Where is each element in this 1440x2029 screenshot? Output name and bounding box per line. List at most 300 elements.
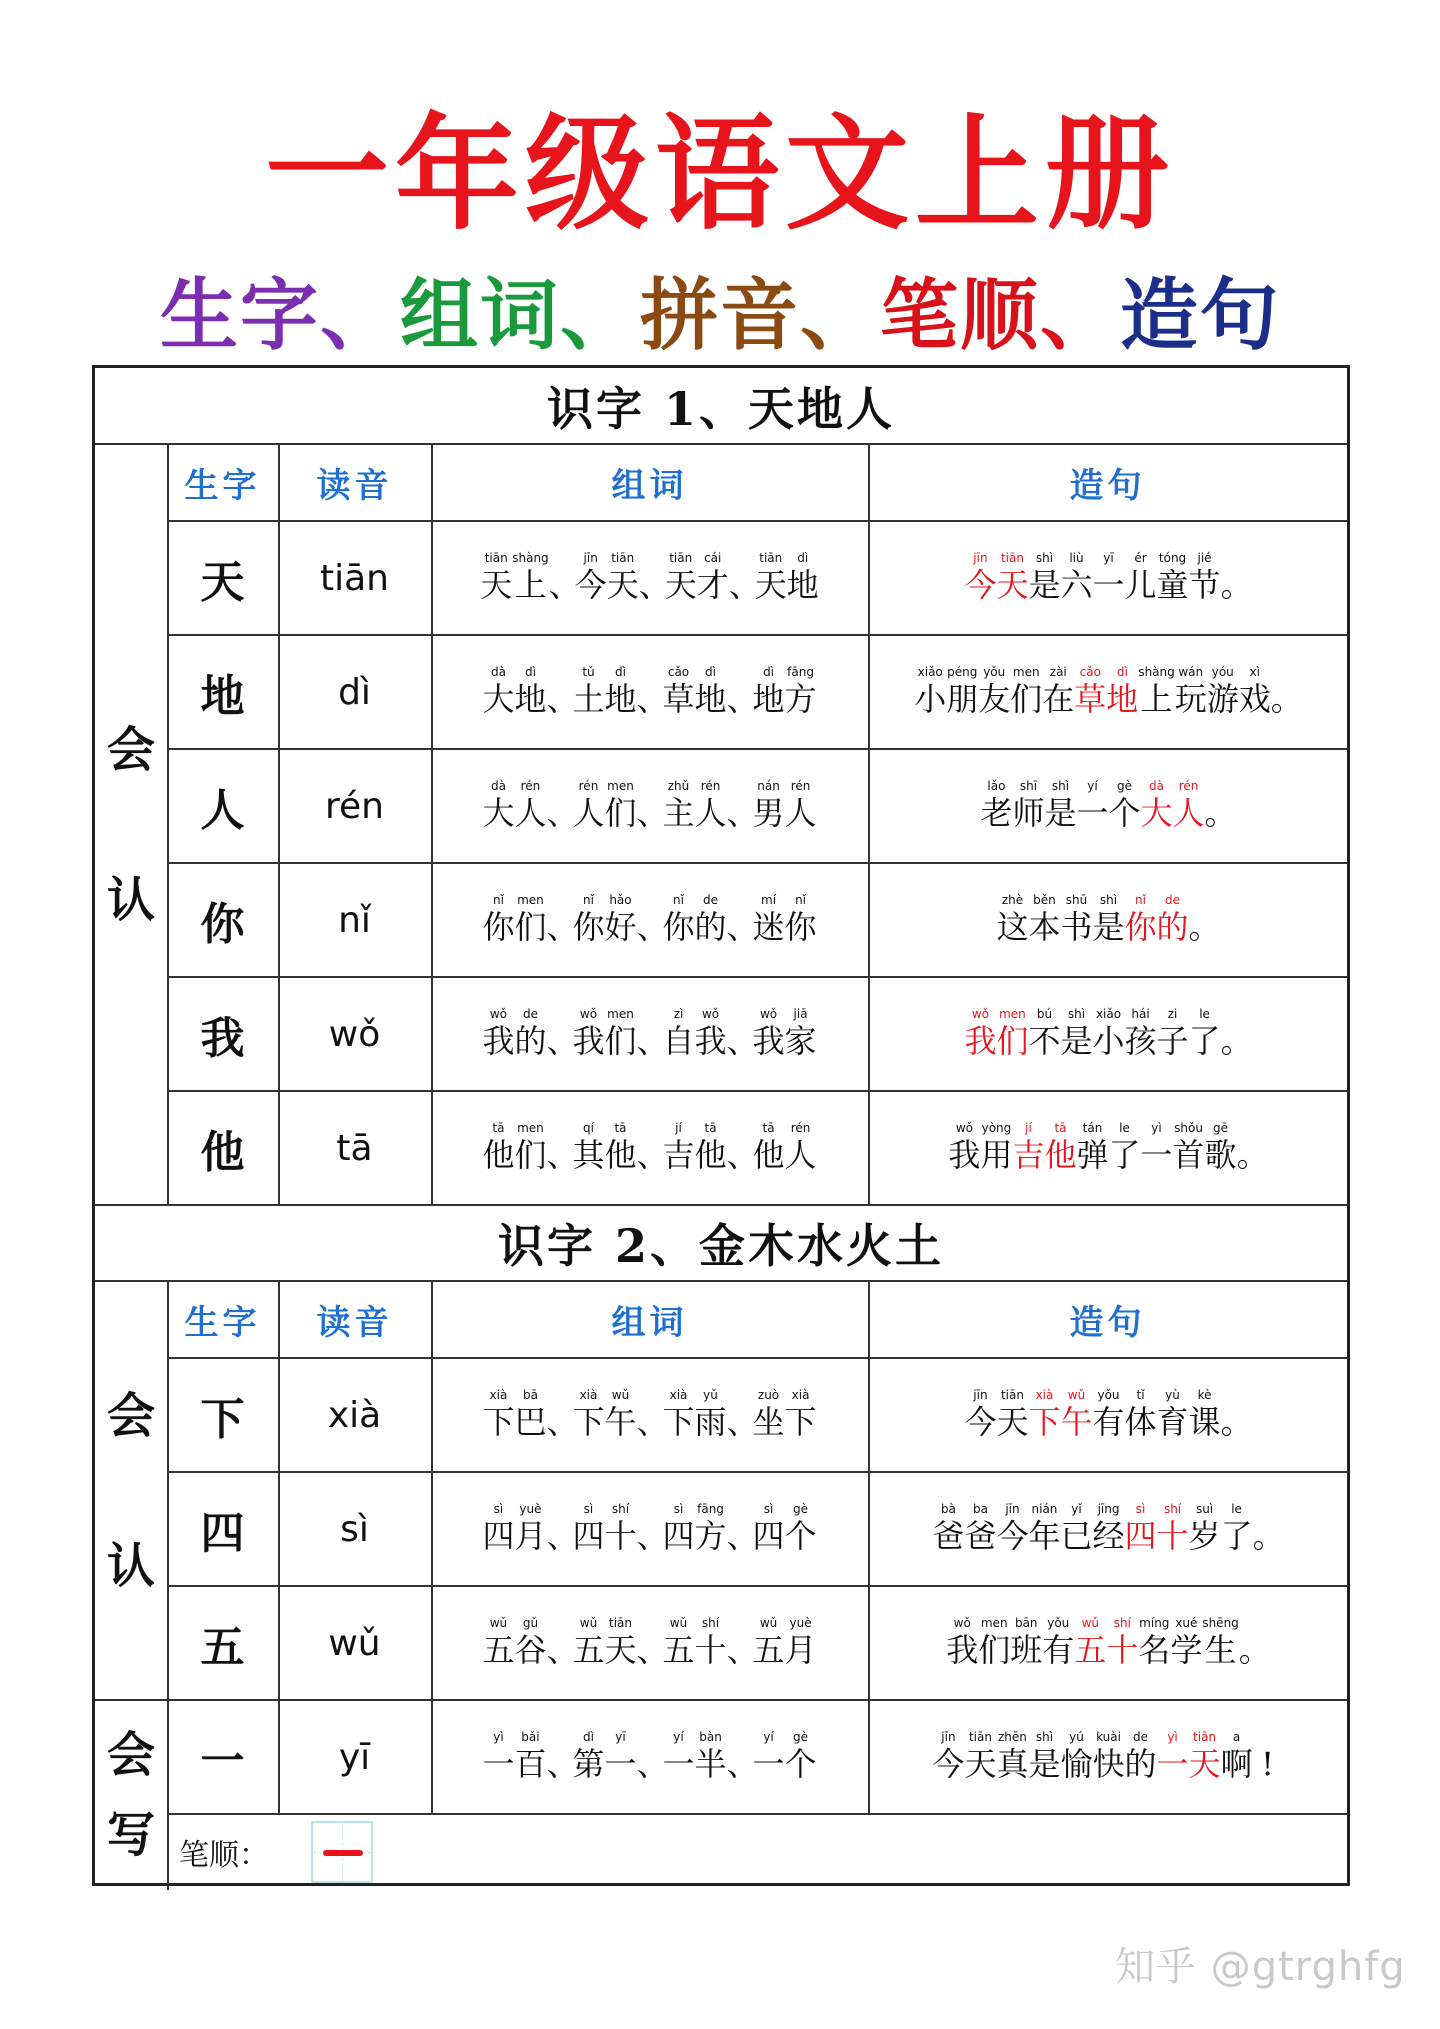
hanzi: 家: [784, 1022, 817, 1060]
ruby-char: [1138, 665, 1174, 719]
hanzi: 地: [694, 680, 727, 718]
ruby-char: [785, 1502, 817, 1556]
comma: 、: [636, 1517, 669, 1555]
example-sentence: [868, 1472, 1347, 1586]
pinyin-annotation: men: [980, 1616, 1008, 1630]
pinyin-annotation: kè: [1197, 1388, 1212, 1402]
ruby-char: [1125, 1502, 1157, 1556]
hanzi: 小: [914, 680, 947, 718]
hanzi: 人: [784, 794, 817, 832]
page-title: 一年级语文上册: [264, 103, 1175, 247]
hanzi: 育: [1156, 1403, 1189, 1441]
pinyin-annotation: zhēn: [998, 1730, 1027, 1744]
pinyin-annotation: shì: [1067, 1007, 1086, 1021]
separator: [726, 1121, 759, 1175]
hanzi: 地: [1106, 680, 1139, 718]
ruby-char: [604, 779, 636, 833]
ruby-char: [695, 1007, 727, 1061]
ruby-char: [980, 779, 1012, 833]
ruby-char: [1028, 1730, 1060, 1784]
ruby-char: [1106, 665, 1138, 719]
hanzi: 天: [996, 1403, 1029, 1441]
ruby-char: [753, 893, 785, 947]
ruby-char: [946, 665, 978, 719]
pinyin-annotation: tiān: [484, 551, 508, 565]
pinyin-annotation: kuài: [1096, 1730, 1121, 1744]
ruby-char: [663, 1730, 695, 1784]
hanzi: 主: [662, 794, 695, 832]
pinyin-annotation: bā: [522, 1388, 538, 1402]
ruby-char: [663, 1007, 695, 1061]
ruby-char: [1060, 1388, 1092, 1442]
ruby-char: [1253, 1502, 1283, 1556]
pinyin-reading: nǐ: [338, 899, 371, 941]
hanzi: 天: [1188, 1745, 1221, 1783]
hanzi: 朋: [946, 680, 979, 718]
hanzi: 们: [978, 1631, 1011, 1669]
example-sentence: [868, 1091, 1347, 1205]
pinyin-annotation: shí: [1163, 1502, 1182, 1516]
pinyin-annotation: yǐ: [1071, 1502, 1082, 1516]
hanzi: 人: [514, 794, 547, 832]
pinyin-annotation: xià: [669, 1388, 688, 1402]
hanzi: 。: [1220, 1403, 1253, 1441]
pinyin-annotation: míng: [1139, 1616, 1170, 1630]
pinyin-annotation: zì: [673, 1007, 684, 1021]
word-list: [482, 1730, 816, 1784]
column-divider: [278, 444, 280, 1205]
hanzi: 用: [980, 1136, 1013, 1174]
comma: 、: [546, 1022, 579, 1060]
ruby-char: [1175, 665, 1207, 719]
pinyin-annotation: le: [1119, 1121, 1130, 1135]
pinyin-annotation: jīn: [941, 1730, 956, 1744]
ruby-char: [572, 1616, 604, 1670]
column-divider: [167, 444, 169, 1205]
pinyin-annotation: wǔ: [489, 1616, 508, 1630]
ruby-char: [1076, 1121, 1108, 1175]
pinyin-annotation: dì: [583, 1730, 594, 1744]
pinyin-annotation: nǐ: [1135, 893, 1146, 907]
sentence-line: [996, 893, 1221, 947]
hanzi: 地: [752, 680, 785, 718]
ruby-char: [785, 1007, 817, 1061]
sentence-line: [914, 665, 1301, 719]
pinyin-annotation: shí: [701, 1616, 720, 1630]
hanzi: 的: [694, 908, 727, 946]
column-divider: [868, 444, 870, 1205]
comma: 、: [546, 1136, 579, 1174]
pinyin-annotation: cǎo: [1079, 665, 1101, 679]
pinyin-annotation: le: [1199, 1007, 1210, 1021]
ruby-char: [1189, 1502, 1221, 1556]
pinyin-annotation: le: [1231, 1502, 1242, 1516]
hanzi: 大: [1140, 794, 1173, 832]
pinyin-annotation: shū: [1065, 893, 1088, 907]
hanzi: 这: [996, 908, 1029, 946]
hanzi: 人: [694, 794, 727, 832]
pinyin-annotation: zài: [1049, 665, 1067, 679]
pinyin-annotation: rén: [520, 779, 541, 793]
pinyin-reading: dì: [338, 671, 371, 713]
hanzi: 十: [694, 1631, 727, 1669]
hanzi: 们: [1010, 680, 1043, 718]
pinyin-annotation: sì: [673, 1502, 684, 1516]
hanzi: 我: [948, 1136, 981, 1174]
pinyin-annotation: yǔ: [703, 1388, 718, 1402]
hanzi: 快: [1092, 1745, 1125, 1783]
pinyin-annotation: shì: [1099, 893, 1118, 907]
hanzi: 有: [1092, 1403, 1125, 1441]
pinyin-annotation: jí: [675, 1121, 682, 1135]
separator: [726, 779, 759, 833]
ruby-char: [604, 1502, 636, 1556]
ruby-char: [1138, 1616, 1170, 1670]
pinyin-annotation: jí: [1025, 1121, 1032, 1135]
stroke-order-label: 笔顺：: [179, 1838, 269, 1873]
pinyin-annotation: nián: [1031, 1502, 1058, 1516]
hanzi: 我: [964, 1022, 997, 1060]
separator: [726, 1007, 759, 1061]
ruby-char: [572, 1121, 604, 1175]
word-combinations: [431, 635, 868, 749]
comma: 、: [726, 680, 759, 718]
pinyin-reading: rén: [325, 785, 384, 827]
pinyin-annotation: tiān: [669, 551, 693, 565]
pinyin-annotation: yú: [1069, 1730, 1084, 1744]
pinyin-annotation: jīn: [973, 551, 988, 565]
hanzi: 十: [1156, 1517, 1189, 1555]
column-divider: [431, 1700, 433, 1814]
pinyin-annotation: sì: [763, 1502, 774, 1516]
ruby-char: [1173, 779, 1205, 833]
pinyin-annotation: dì: [763, 665, 775, 679]
pinyin-annotation: nǐ: [795, 893, 807, 907]
ruby-char: [932, 1730, 964, 1784]
vocab-character: 人: [200, 785, 245, 836]
ruby-char: [663, 1121, 695, 1175]
pinyin-annotation: nǐ: [492, 893, 504, 907]
hanzi: 。: [1270, 680, 1303, 718]
pinyin-annotation: jīn: [973, 1388, 988, 1402]
pinyin-annotation: wǒ: [701, 1007, 720, 1021]
hanzi: 节: [1188, 566, 1221, 604]
hanzi: 了: [1108, 1136, 1141, 1174]
hanzi: 戏: [1238, 680, 1271, 718]
ruby-char: [514, 1616, 546, 1670]
ruby-char: [695, 779, 727, 833]
ruby-char: [1253, 1730, 1283, 1784]
ruby-char: [996, 1007, 1028, 1061]
ruby-char: [482, 1502, 514, 1556]
pinyin-annotation: shēng: [1202, 1616, 1239, 1630]
pinyin-annotation: gè: [793, 1730, 809, 1744]
ruby-char: [785, 665, 817, 719]
ruby-char: [1074, 1616, 1106, 1670]
group-label-char: 写: [106, 1807, 155, 1863]
vocab-character: 你: [200, 899, 245, 950]
header-sentence: 造句: [1069, 466, 1146, 506]
sentence-line: [932, 1502, 1285, 1556]
pinyin-annotation: bǎi: [521, 1730, 540, 1744]
group-label-char: 认: [106, 871, 155, 928]
group-label: [95, 1700, 167, 1890]
separator: [546, 1007, 579, 1061]
hanzi: 巴: [514, 1403, 547, 1441]
group-label-char: 认: [106, 1537, 155, 1594]
hanzi: 天: [754, 566, 787, 604]
pinyin-annotation: yí: [673, 1730, 684, 1744]
sentence-line: [980, 779, 1237, 833]
pinyin-annotation: cái: [704, 551, 722, 565]
ruby-char: [695, 665, 727, 719]
ruby-char: [785, 779, 817, 833]
hanzi: 爸: [964, 1517, 997, 1555]
pinyin-annotation: shì: [1051, 779, 1070, 793]
word-combinations: [431, 1586, 868, 1700]
pinyin-annotation: zhè: [1001, 893, 1024, 907]
ruby-char: [1106, 1616, 1138, 1670]
pinyin-annotation: shì: [1035, 551, 1054, 565]
hanzi: 今: [996, 1517, 1029, 1555]
ruby-char: [604, 1730, 636, 1784]
vocab-table: [92, 365, 1350, 1886]
sentence-line: [964, 551, 1253, 605]
hanzi: 本: [1028, 908, 1061, 946]
group-label: [95, 1281, 167, 1700]
ruby-char: [695, 1121, 727, 1175]
ruby-char: [1060, 1730, 1092, 1784]
pinyin-annotation: dì: [705, 665, 716, 679]
ruby-char: [1221, 1007, 1251, 1061]
pinyin-annotation: yǒu: [1097, 1388, 1120, 1402]
pinyin-annotation: sì: [493, 1502, 504, 1516]
pinyin-annotation: wǔ: [579, 1616, 598, 1630]
hanzi: 自: [662, 1022, 695, 1060]
ruby-char: [663, 779, 695, 833]
word-list: [482, 1388, 816, 1442]
ruby-char: [695, 1502, 727, 1556]
ruby-char: [1189, 1007, 1221, 1061]
hanzi: 他: [482, 1136, 515, 1174]
vocab-character: 他: [200, 1127, 245, 1178]
pinyin-annotation: nán: [757, 779, 780, 793]
pinyin-annotation: rén: [790, 1121, 811, 1135]
comma: 、: [726, 1745, 759, 1783]
ruby-char: [482, 779, 514, 833]
ruby-char: [753, 1730, 785, 1784]
hanzi: 爸: [932, 1517, 965, 1555]
hanzi: 你: [482, 908, 515, 946]
hanzi: 午: [1060, 1403, 1093, 1441]
hanzi: 一: [1140, 1136, 1173, 1174]
ruby-char: [695, 1388, 727, 1442]
pinyin-reading: xià: [327, 1394, 382, 1436]
ruby-char: [1093, 1007, 1125, 1061]
hanzi: 一: [604, 1745, 637, 1783]
pinyin-annotation: wán: [1178, 665, 1204, 679]
separator: [546, 665, 579, 719]
hanzi: 我: [482, 1022, 515, 1060]
pinyin-annotation: zuò: [757, 1388, 780, 1402]
ruby-char: [996, 551, 1028, 605]
ruby-char: [964, 1502, 996, 1556]
vocab-character: 下: [200, 1394, 245, 1445]
pinyin-annotation: lǎo: [987, 779, 1006, 793]
hanzi: 天: [604, 1631, 637, 1669]
separator: [546, 1121, 579, 1175]
hanzi: 好: [604, 908, 637, 946]
pinyin-annotation: tiān: [1000, 551, 1024, 565]
ruby-char: [1010, 665, 1042, 719]
pinyin-annotation: tā: [492, 1121, 505, 1135]
word-list: [482, 1007, 816, 1061]
header-sentence: 造句: [1069, 1303, 1146, 1343]
pinyin-reading: tiān: [320, 557, 389, 599]
subtitle-segment: 拼音、: [639, 270, 880, 361]
hanzi: 了: [1220, 1517, 1253, 1555]
comma: 、: [546, 680, 579, 718]
ruby-char: [514, 1388, 546, 1442]
hanzi: 其: [572, 1136, 605, 1174]
pinyin-annotation: jīng: [1097, 1502, 1120, 1516]
pinyin-annotation: tiān: [608, 1616, 632, 1630]
comma: 、: [726, 1403, 759, 1441]
hanzi: 们: [514, 908, 547, 946]
word-combinations: [431, 863, 868, 977]
ruby-char: [604, 1616, 636, 1670]
hanzi: 个: [784, 1517, 817, 1555]
word-list: [482, 779, 816, 833]
pinyin-annotation: cǎo: [667, 665, 690, 679]
ruby-char: [1060, 551, 1092, 605]
pinyin-annotation: sì: [1135, 1502, 1146, 1516]
ruby-char: [480, 551, 512, 605]
ruby-char: [572, 665, 604, 719]
separator: [546, 779, 579, 833]
hanzi: 不: [1028, 1022, 1061, 1060]
separator: [546, 1616, 579, 1670]
hanzi: 月: [784, 1631, 817, 1669]
group-label-char: 会: [106, 721, 155, 778]
hanzi: 你: [572, 908, 605, 946]
comma: 、: [636, 1403, 669, 1441]
ruby-char: [482, 1388, 514, 1442]
separator: [636, 665, 669, 719]
pinyin-reading: yī: [338, 1736, 371, 1778]
ruby-char: [932, 1502, 964, 1556]
ruby-char: [1205, 1121, 1237, 1175]
stroke-order-grid: [311, 1821, 373, 1883]
separator: [726, 1730, 759, 1784]
pinyin-annotation: men: [607, 779, 634, 793]
hanzi: 他: [752, 1136, 785, 1174]
hanzi: 有: [1042, 1631, 1075, 1669]
hanzi: 书: [1060, 908, 1093, 946]
pinyin-annotation: shì: [1035, 1730, 1054, 1744]
hanzi: 体: [1124, 1403, 1157, 1441]
column-divider: [167, 1700, 169, 1890]
hanzi: 土: [572, 680, 605, 718]
hanzi: 雨: [694, 1403, 727, 1441]
vocab-character: 四: [200, 1508, 245, 1559]
ruby-char: [663, 1388, 695, 1442]
pinyin-annotation: zi: [1167, 1007, 1178, 1021]
pinyin-annotation: qí: [583, 1121, 594, 1135]
hanzi: 。: [1238, 1631, 1271, 1669]
comma: 、: [546, 1517, 579, 1555]
hanzi: 真: [996, 1745, 1029, 1783]
ruby-char: [946, 1616, 978, 1670]
comma: 、: [726, 794, 759, 832]
hanzi: 歌: [1204, 1136, 1237, 1174]
pinyin-annotation: yì: [493, 1730, 504, 1744]
page-subtitle: [0, 268, 1440, 364]
example-sentence: [868, 1700, 1347, 1814]
hanzi: 是: [1028, 566, 1061, 604]
hanzi: 吉: [662, 1136, 695, 1174]
pinyin-annotation: xiǎo: [1095, 1007, 1122, 1021]
pinyin-annotation: gǔ: [522, 1616, 539, 1630]
ruby-char: [1042, 665, 1074, 719]
pinyin-annotation: men: [999, 1007, 1026, 1021]
hanzi: 经: [1092, 1517, 1125, 1555]
ruby-char: [482, 1730, 514, 1784]
pinyin-annotation: yí: [1087, 779, 1098, 793]
group-label-char: 会: [106, 1727, 155, 1783]
ruby-char: [695, 893, 727, 947]
separator: [638, 551, 671, 605]
ruby-char: [1173, 1121, 1205, 1175]
example-sentence: [868, 521, 1347, 635]
ruby-char: [978, 665, 1010, 719]
ruby-char: [1028, 1388, 1060, 1442]
ruby-char: [663, 665, 695, 719]
ruby-char: [572, 1388, 604, 1442]
ruby-char: [785, 893, 817, 947]
pinyin-annotation: wǒ: [579, 1007, 598, 1021]
word-combinations: [431, 977, 868, 1091]
ruby-char: [978, 1616, 1010, 1670]
pinyin-annotation: dì: [797, 551, 809, 565]
comma: 、: [546, 908, 579, 946]
sentence-line: [932, 1730, 1282, 1784]
hanzi: 年: [1028, 1517, 1061, 1555]
pinyin-annotation: rén: [1178, 779, 1199, 793]
ruby-char: [604, 1121, 636, 1175]
hanzi: 学: [1170, 1631, 1203, 1669]
hanzi: 才: [696, 566, 729, 604]
comma: 、: [546, 1631, 579, 1669]
pinyin-annotation: tā: [614, 1121, 627, 1135]
ruby-char: [1221, 1502, 1253, 1556]
hanzi: 是: [1028, 1745, 1061, 1783]
hanzi: 。: [1220, 566, 1253, 604]
ruby-char: [753, 1616, 785, 1670]
word-combinations: [431, 1472, 868, 1586]
hanzi: 个: [1108, 794, 1141, 832]
pinyin-annotation: dà: [1149, 779, 1165, 793]
ruby-char: [1012, 779, 1044, 833]
ruby-char: [1125, 893, 1157, 947]
sentence-line: [964, 1007, 1253, 1061]
hanzi: 五: [482, 1631, 515, 1669]
hanzi: 是: [1044, 794, 1077, 832]
ruby-char: [1093, 1730, 1125, 1784]
pinyin-reading: sì: [340, 1508, 369, 1550]
pinyin-annotation: dì: [615, 665, 626, 679]
ruby-char: [1042, 1616, 1074, 1670]
